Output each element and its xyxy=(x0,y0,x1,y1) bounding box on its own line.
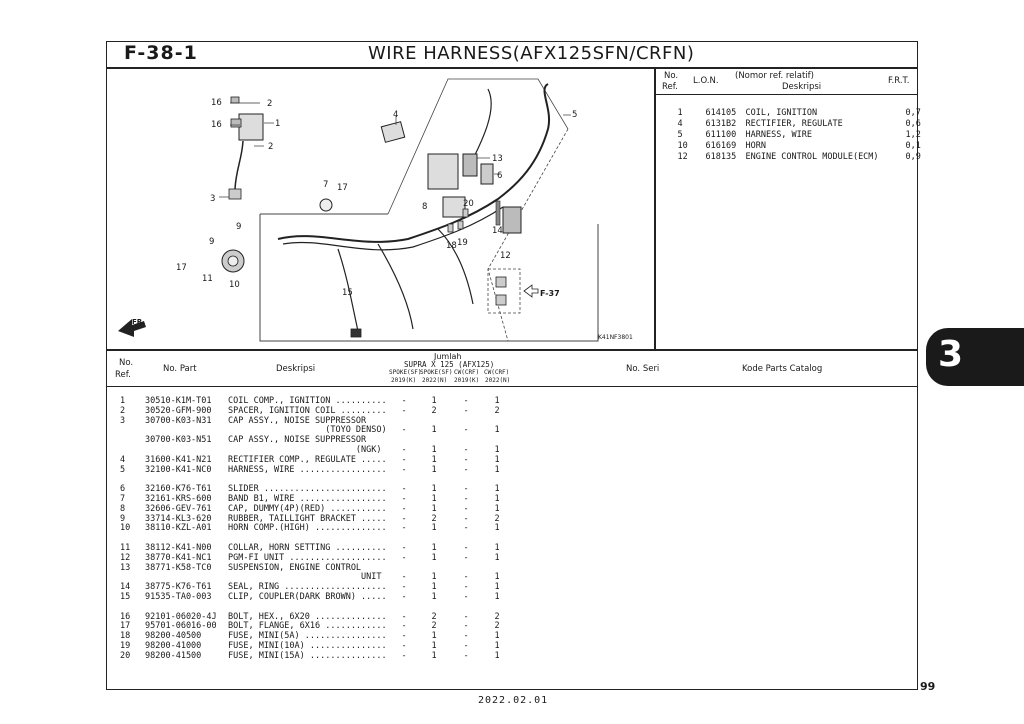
row-qty: - xyxy=(463,611,469,622)
row-ref: 2 xyxy=(120,405,126,416)
row-description: RECTIFIER COMP., REGULATE ..... xyxy=(228,454,387,465)
ref-frt: 0,6 xyxy=(905,119,921,129)
f37-reference: F-37 xyxy=(540,289,560,298)
row-part-number: 30700-K03-N31 xyxy=(145,415,212,426)
row-qty: - xyxy=(401,592,407,602)
row-ref: 12 xyxy=(120,552,131,563)
row-part-number: 38771-K58-TC0 xyxy=(145,562,212,573)
row-qty: 1 xyxy=(431,641,437,651)
ref-lon: 614105 xyxy=(705,108,737,118)
row-part-number: 32160-K76-T61 xyxy=(145,484,212,495)
row-ref: 8 xyxy=(120,503,126,514)
ref-frt: 1,2 xyxy=(905,130,921,140)
row-description: (TOYO DENSO) xyxy=(228,425,387,436)
row-part-number: 30520-GFM-900 xyxy=(145,405,212,416)
row-description: UNIT xyxy=(228,572,382,583)
row-qty: 2 xyxy=(431,611,437,622)
parts-header-c3: CW(CRF) xyxy=(454,369,480,376)
row-qty: 1 xyxy=(494,631,500,642)
row-description: CLIP, COUPLER(DARK BROWN) ..... xyxy=(228,592,387,602)
row-qty: 1 xyxy=(431,543,437,553)
callout-17-low: 17 xyxy=(176,263,187,273)
parts-header-y1: 2019(K) xyxy=(391,377,417,384)
row-qty: - xyxy=(401,464,407,475)
row-qty: - xyxy=(463,513,469,524)
row-qty: - xyxy=(401,396,407,406)
callout-8: 8 xyxy=(422,202,428,212)
row-qty: - xyxy=(463,631,469,642)
row-qty: 1 xyxy=(431,425,437,436)
callout-11: 11 xyxy=(202,274,213,284)
parts-header-y4: 2022(N) xyxy=(485,377,511,384)
row-qty: 1 xyxy=(494,543,500,553)
row-qty: 1 xyxy=(431,464,437,475)
row-qty: - xyxy=(463,425,469,436)
row-qty: - xyxy=(401,631,407,642)
row-description: CAP ASSY., NOISE SUPPRESSOR xyxy=(228,435,367,446)
print-date: 2022.02.01 xyxy=(478,695,549,706)
callout-16-top: 16 xyxy=(211,98,222,108)
row-qty: 1 xyxy=(494,396,500,406)
row-part-number: 91535-TA0-003 xyxy=(145,592,212,602)
row-qty: 1 xyxy=(431,582,437,593)
row-description: FUSE, MINI(10A) ............... xyxy=(228,641,387,651)
row-qty: 2 xyxy=(494,621,500,632)
row-qty: - xyxy=(463,494,469,504)
row-qty: 1 xyxy=(494,552,500,563)
callout-16-mid: 16 xyxy=(211,120,222,130)
row-qty: - xyxy=(463,484,469,495)
parts-header-y2: 2022(N) xyxy=(422,377,448,384)
row-qty: 1 xyxy=(494,494,500,504)
row-qty: 1 xyxy=(431,572,437,583)
row-ref: 18 xyxy=(120,631,131,642)
row-part-number: 32606-GEV-761 xyxy=(145,503,212,514)
row-qty: 1 xyxy=(494,484,500,495)
row-description: BOLT, HEX., 6X20 .............. xyxy=(228,611,387,622)
parts-header-ref: Ref. xyxy=(115,370,131,380)
page-code: F-38-1 xyxy=(124,42,198,64)
row-part-number: 32161-KRS-600 xyxy=(145,494,212,504)
ref-desc: HORN xyxy=(745,141,766,151)
row-part-number: 30510-K1M-T01 xyxy=(145,396,212,406)
row-description: HORN COMP.(HIGH) .............. xyxy=(228,523,387,534)
row-qty: - xyxy=(463,552,469,563)
ref-lon: 616169 xyxy=(705,141,737,151)
row-qty: - xyxy=(463,503,469,514)
row-description: HARNESS, WIRE ................. xyxy=(228,464,387,475)
row-qty: 1 xyxy=(494,464,500,475)
ref-frt: 0,1 xyxy=(905,141,921,151)
ref-lon: 618135 xyxy=(705,152,737,162)
row-qty: - xyxy=(463,582,469,593)
ref-table-divider xyxy=(654,67,656,350)
ref-header-ref: Ref. xyxy=(662,82,678,92)
row-qty: - xyxy=(401,582,407,593)
ref-no: 5 xyxy=(677,130,683,140)
figure-code: K41NF3801 xyxy=(598,334,633,341)
ref-header-lon: L.O.N. xyxy=(693,76,719,86)
parts-header-model: SUPRA X 125 (AFX125) xyxy=(404,360,495,369)
callout-17-mid: 17 xyxy=(337,183,348,193)
row-qty: 1 xyxy=(494,503,500,514)
row-qty: - xyxy=(401,543,407,553)
row-qty: - xyxy=(463,650,469,661)
row-description: (NGK) xyxy=(228,445,382,455)
callout-10: 10 xyxy=(229,280,240,290)
row-part-number: 92101-06020-4J xyxy=(145,611,217,622)
row-qty: - xyxy=(401,611,407,622)
ref-desc: ENGINE CONTROL MODULE(ECM) xyxy=(745,152,879,162)
row-qty: 1 xyxy=(494,523,500,534)
row-description: BAND B1, WIRE ................. xyxy=(228,494,387,504)
row-qty: 1 xyxy=(494,454,500,465)
row-ref: 15 xyxy=(120,592,131,602)
callout-18: 18 xyxy=(446,241,457,251)
row-qty: 1 xyxy=(431,592,437,602)
row-qty: 1 xyxy=(494,425,500,436)
callout-14: 14 xyxy=(492,226,503,236)
ref-desc: HARNESS, WIRE xyxy=(745,130,813,140)
row-qty: 1 xyxy=(494,572,500,583)
row-ref: 1 xyxy=(120,396,126,406)
page-title: WIRE HARNESS(AFX125SFN/CRFN) xyxy=(368,43,695,64)
diagram-divider xyxy=(106,349,918,351)
row-description: PGM-FI UNIT ................... xyxy=(228,552,387,563)
row-description: SUSPENSION, ENGINE CONTROL xyxy=(228,562,362,573)
row-qty: - xyxy=(401,445,407,455)
row-ref: 14 xyxy=(120,582,131,593)
row-ref: 19 xyxy=(120,641,131,651)
callout-9-upper: 9 xyxy=(236,222,242,232)
page-number: 99 xyxy=(920,680,936,693)
ref-lon: 6131B2 xyxy=(705,119,737,129)
fr-label: FR. xyxy=(132,318,145,326)
row-ref: 3 xyxy=(120,415,126,426)
row-qty: 2 xyxy=(431,405,437,416)
row-qty: - xyxy=(401,513,407,524)
row-qty: - xyxy=(463,592,469,602)
row-qty: - xyxy=(401,552,407,563)
callout-20: 20 xyxy=(463,199,474,209)
row-description: SPACER, IGNITION COIL ......... xyxy=(228,405,387,416)
row-ref: 9 xyxy=(120,513,126,524)
callout-6: 6 xyxy=(497,171,503,181)
row-qty: - xyxy=(463,464,469,475)
callout-4: 4 xyxy=(393,110,399,120)
ref-frt: 0,7 xyxy=(905,108,921,118)
callout-9-lower: 9 xyxy=(209,237,215,247)
row-part-number: 38110-KZL-A01 xyxy=(145,523,212,534)
parts-header-line xyxy=(106,386,918,387)
row-ref: 5 xyxy=(120,464,126,475)
row-qty: 1 xyxy=(494,641,500,651)
parts-header-desc: Deskripsi xyxy=(276,364,316,374)
row-qty: - xyxy=(401,494,407,504)
row-qty: 1 xyxy=(431,631,437,642)
ref-header-frt: F.R.T. xyxy=(888,76,910,86)
row-description: RUBBER, TAILLIGHT BRACKET ..... xyxy=(228,513,387,524)
callout-7: 7 xyxy=(323,180,329,190)
row-ref: 20 xyxy=(120,650,131,661)
row-qty: - xyxy=(463,523,469,534)
section-tab xyxy=(926,328,1024,386)
row-description: CAP ASSY., NOISE SUPPRESSOR xyxy=(228,415,367,426)
callout-2-mid: 2 xyxy=(268,142,274,152)
row-qty: - xyxy=(463,641,469,651)
callout-3: 3 xyxy=(210,194,216,204)
row-part-number: 98200-40500 xyxy=(145,631,202,642)
parts-header-c1: SPOKE(SF) xyxy=(389,369,422,376)
callout-15: 15 xyxy=(342,288,353,298)
row-qty: - xyxy=(463,396,469,406)
row-qty: - xyxy=(401,425,407,436)
row-qty: - xyxy=(401,641,407,651)
row-part-number: 98200-41500 xyxy=(145,650,202,661)
row-ref: 16 xyxy=(120,611,131,622)
row-qty: - xyxy=(463,405,469,416)
row-ref: 13 xyxy=(120,562,131,573)
row-qty: - xyxy=(463,454,469,465)
row-part-number: 33714-KL3-620 xyxy=(145,513,212,524)
row-description: BOLT, FLANGE, 6X16 ............ xyxy=(228,621,387,632)
row-ref: 4 xyxy=(120,454,126,465)
row-description: COIL COMP., IGNITION .......... xyxy=(228,396,387,406)
callout-19: 19 xyxy=(457,238,468,248)
row-part-number: 31600-K41-N21 xyxy=(145,454,212,465)
parts-header-c2: SPOKE(SF) xyxy=(420,369,453,376)
row-qty: - xyxy=(401,621,407,632)
ref-no: 10 xyxy=(677,141,688,151)
row-qty: 1 xyxy=(494,445,500,455)
row-qty: 1 xyxy=(431,650,437,661)
row-qty: 1 xyxy=(431,454,437,465)
ref-no: 4 xyxy=(677,119,683,129)
row-part-number: 32100-K41-NC0 xyxy=(145,464,212,475)
ref-header-note: (Nomor ref. relatif) xyxy=(735,71,814,81)
row-qty: - xyxy=(401,650,407,661)
parts-header-part: No. Part xyxy=(163,364,197,374)
row-qty: - xyxy=(463,543,469,553)
row-qty: 1 xyxy=(431,445,437,455)
parts-header-serial: No. Seri xyxy=(626,364,660,374)
ref-header-no: No. xyxy=(664,71,679,81)
row-qty: 2 xyxy=(494,611,500,622)
ref-lon: 611100 xyxy=(705,130,737,140)
ref-header-line xyxy=(654,94,918,95)
row-qty: 1 xyxy=(494,650,500,661)
row-part-number: 38775-K76-T61 xyxy=(145,582,212,593)
parts-header-no: No. xyxy=(119,358,134,368)
row-qty: - xyxy=(401,572,407,583)
ref-desc: RECTIFIER, REGULATE xyxy=(745,119,843,129)
row-qty: 2 xyxy=(431,513,437,524)
row-part-number: 98200-41000 xyxy=(145,641,202,651)
row-qty: 1 xyxy=(431,484,437,495)
row-description: CAP, DUMMY(4P)(RED) ........... xyxy=(228,503,387,514)
callout-12: 12 xyxy=(500,251,511,261)
parts-header-c4: CW(CRF) xyxy=(484,369,510,376)
row-description: FUSE, MINI(15A) ............... xyxy=(228,650,387,661)
callout-5: 5 xyxy=(572,110,578,120)
row-qty: 2 xyxy=(494,405,500,416)
row-description: SLIDER ........................ xyxy=(228,484,387,495)
ref-desc: COIL, IGNITION xyxy=(745,108,818,118)
row-ref: 10 xyxy=(120,523,131,534)
row-qty: - xyxy=(401,454,407,465)
row-qty: 1 xyxy=(431,552,437,563)
row-qty: - xyxy=(463,445,469,455)
row-part-number: 38770-K41-NC1 xyxy=(145,552,212,563)
section-tab-number: 3 xyxy=(938,334,964,375)
row-description: FUSE, MINI(5A) ................ xyxy=(228,631,387,642)
row-ref: 17 xyxy=(120,621,131,632)
callout-2-top: 2 xyxy=(267,99,273,109)
row-qty: - xyxy=(463,572,469,583)
row-ref: 7 xyxy=(120,494,126,504)
ref-no: 1 xyxy=(677,108,683,118)
ref-no: 12 xyxy=(677,152,688,162)
callout-13: 13 xyxy=(492,154,503,164)
row-qty: - xyxy=(401,523,407,534)
row-qty: - xyxy=(401,484,407,495)
row-qty: - xyxy=(401,405,407,416)
parts-header-y3: 2019(K) xyxy=(454,377,480,384)
row-part-number: 95701-06016-00 xyxy=(145,621,217,632)
row-qty: 1 xyxy=(431,396,437,406)
row-qty: 1 xyxy=(431,494,437,504)
row-description: COLLAR, HORN SETTING .......... xyxy=(228,543,387,553)
ref-row xyxy=(657,141,921,174)
row-part-number: 38112-K41-N00 xyxy=(145,543,212,553)
row-ref: 6 xyxy=(120,484,126,495)
row-qty: 1 xyxy=(431,523,437,534)
row-ref: 11 xyxy=(120,543,131,553)
row-qty: - xyxy=(401,503,407,514)
row-qty: 2 xyxy=(494,513,500,524)
row-description: SEAL, RING .................... xyxy=(228,582,387,593)
row-qty: 2 xyxy=(431,621,437,632)
ref-frt: 0,9 xyxy=(905,152,921,162)
row-qty: 1 xyxy=(494,582,500,593)
row-qty: 1 xyxy=(431,503,437,514)
parts-header-catalog: Kode Parts Catalog xyxy=(742,364,823,374)
parts-header-qty: Jumlah xyxy=(434,352,462,361)
callout-1: 1 xyxy=(275,119,281,129)
row-qty: 1 xyxy=(494,592,500,602)
ref-header-desc: Deskripsi xyxy=(782,82,822,92)
row-part-number: 30700-K03-N51 xyxy=(145,435,212,446)
row-qty: - xyxy=(463,621,469,632)
